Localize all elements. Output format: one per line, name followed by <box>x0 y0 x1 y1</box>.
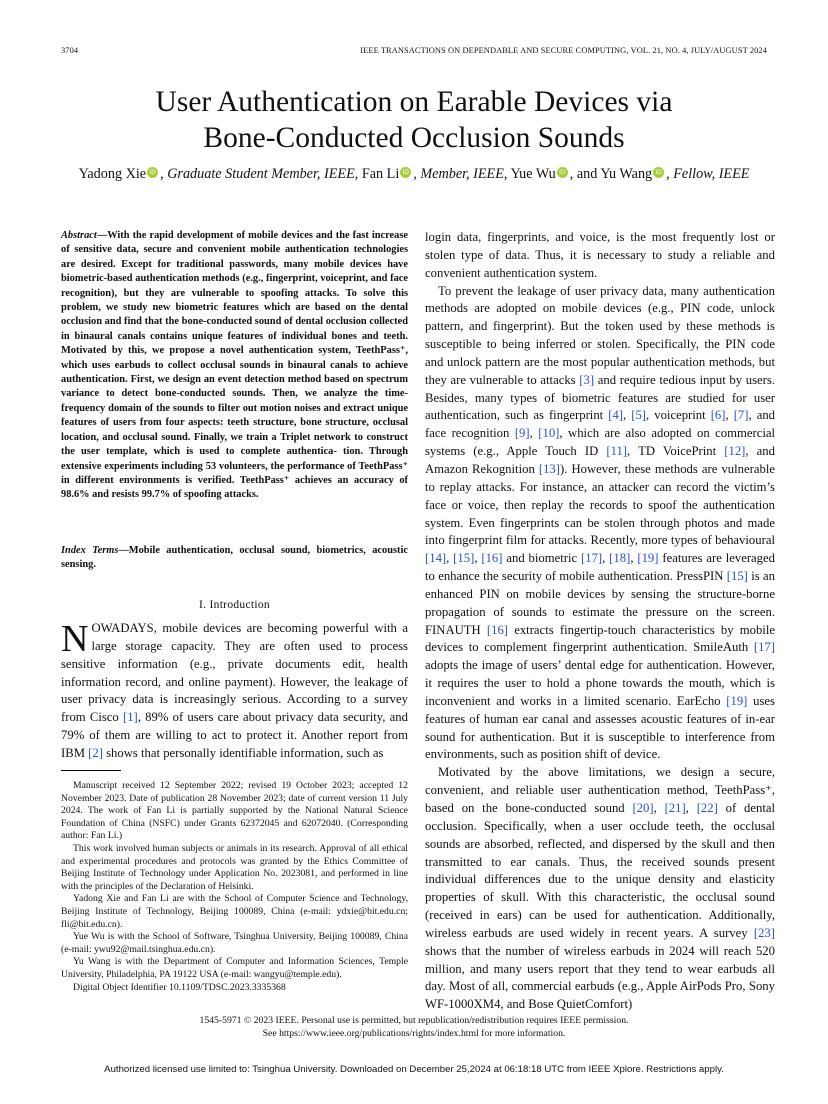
copyright-line-2: See https://www.ieee.org/publications/rights/index.html for more information. <box>262 1028 566 1039</box>
body-paragraph: Motivated by the above limitations, we design a secure, convenient, and reliable user authentication method, TeethPass⁺, based on the bone-conducted sound [20], [21], [22] of dental occlusion. Specifically, when a user occlude teeth, the occlusal sounds are absorbed, reflected, and dispersed by the skull and then transmitted to ear canals. Thus, the received sounds present individual differences due to the unique density and elasticity properties of skull. With this characteristic, the occlusal sound (received in ears) can be used for authentication. Additionally, wireless earbuds are used widely in recent years. A survey [23] shows that the number of wireless earbuds in 2024 will reach 520 million, and many users report that they tend to wear earbuds all day. Most of all, commercial earbuds (e.g., Apple AirPods Pro, Sony WF-1000XM4, and Bose QuietComfort) <box>425 765 776 1012</box>
author-name: Fan Li <box>361 166 400 182</box>
citation-link[interactable]: [11] <box>606 444 628 459</box>
orcid-icon[interactable]: iD <box>400 167 411 178</box>
footnote: This work involved human subjects or animals in its research. Approval of all ethical and experimental procedures and protocols was granted by the Ethics Committee of Beijing Institute of Technology under Application No. 2023081, and performed in line with the principles of the Declaration of Helsinki. <box>61 842 408 892</box>
intro-lead: OWADAYS <box>91 621 154 635</box>
citation-link[interactable]: [16] <box>481 551 503 566</box>
citation-link[interactable]: [2] <box>88 745 103 760</box>
author-list <box>40 166 788 183</box>
citation-link[interactable]: [18] <box>609 551 631 566</box>
footnote: Digital Object Identifier 10.1109/TDSC.2023.3335368 <box>73 981 286 993</box>
running-header: IEEE TRANSACTIONS ON DEPENDABLE AND SECURE COMPUTING, VOL. 21, NO. 4, JULY/AUGUST 2024 <box>360 46 767 55</box>
author-name: Yu Wang <box>600 166 653 182</box>
index-terms-text: —Mobile authentication, occlusal sound, biometrics, acoustic sensing. <box>61 545 408 571</box>
citation-link[interactable]: [23] <box>753 925 775 940</box>
citation-link[interactable]: [20] <box>632 801 654 815</box>
citation-link[interactable]: [10] <box>538 426 560 441</box>
abstract-label: Abstract <box>61 230 97 241</box>
citation-link[interactable]: [9] <box>514 426 530 441</box>
copyright-notice <box>40 1014 788 1040</box>
body-paragraph: To prevent the leakage of user privacy data, many authentication methods are adopted on mobile devices (e.g., PIN code, unlock pattern, and fingerprint). But the token used by these methods is susceptible to being inferred or stolen. Specifically, the PIN code and unlock pattern are the most popular authentication methods, but they are vulnerable to attacks [3] and require tedious input by users. Besides, many types of biometric features are studied for user authentication, such as fingerprint [4], [5], voiceprint [6], [7], and face recognition [9], [10], which are also adopted on commercial systems (e.g., Apple Touch ID [11], TD VoicePrint [12], and Amazon Rekognition [13]). However, these methods are vulnerable to replay attacks. For instance, an attacker can record the victim’s face or voice, then replay the records to spoof the authentication system. Even fingerprints can be stolen through photos and made into fingerprint film for attacks. Recently, more types of behavioural [14], [15], [16] and biometric [17], [18], [19] features are leveraged to enhance the security of mobile authentication. PressPIN [15] is an enhanced PIN on mobile devices by sensing the structure-borne propagation of sounds to estimate the pressure on the screen. FINAUTH [16] extracts fingertip-touch characteristics by mobile devices to complement fingerprint authentication. SmileAuth [17] adopts the image of users’ dental edge for authentication. However, it requires the user to hold a phone towards the mouth, which is inconvenient and works in a limited scenario. EarEcho [19] uses features of human ear canal and assesses acoustic features of in-ear sound for authentication. But it is susceptible to interference from environments, such as position shift of device. <box>425 283 776 762</box>
citation-link[interactable]: [5] <box>631 408 647 423</box>
right-column <box>425 229 775 1014</box>
index-terms <box>61 544 408 573</box>
intro-paragraph <box>61 620 408 763</box>
author-role: , Member, IEEE <box>413 166 504 182</box>
orcid-icon[interactable]: iD <box>147 167 158 178</box>
body-paragraph: login data, fingerprints, and voice, is the most frequently lost or stolen type of data. Thus, it is necessary to study a reliable and convenient authentication system. <box>425 230 775 280</box>
section-heading: I. Introduction <box>199 599 270 611</box>
citation-link[interactable]: [1] <box>122 710 138 725</box>
copyright-line-1: 1545-5971 © 2023 IEEE. Personal use is permitted, but republication/redistribution requires IEEE permission. <box>199 1015 629 1026</box>
author-connector: , and <box>569 166 601 182</box>
author-name: Yadong Xie <box>78 166 147 182</box>
author-role: , Graduate Student Member, IEEE <box>160 166 355 182</box>
citation-link[interactable]: [7] <box>733 408 749 423</box>
citation-link[interactable]: [12] <box>724 444 746 459</box>
title-line-1: User Authentication on Earable Devices via <box>155 86 673 118</box>
citation-link[interactable]: [21] <box>664 801 686 815</box>
footnote: Yu Wang is with the Department of Computer and Information Sciences, Temple University, Philadelphia, PA 19122 USA (e-mail: wangyu@temple.edu). <box>61 956 408 980</box>
title-line-2: Bone-Conducted Occlusion Sounds <box>203 122 625 154</box>
index-terms-label: Index Terms <box>61 545 119 556</box>
citation-link[interactable]: [6] <box>710 408 726 423</box>
citation-link[interactable]: [17] <box>753 640 775 655</box>
footnote: Manuscript received 12 September 2022; revised 19 October 2023; accepted 12 November 2023. Date of publication 28 November 2023; date of current version 11 July 2024. The work of Fan Li is partially supported by the National Natural Science Foundation of China (NSFC) under Grants 62372045 and 62072040. (Corresponding author: Fan Li.) <box>61 780 408 842</box>
citation-link[interactable]: [13] <box>538 461 560 476</box>
citation-link[interactable]: [15] <box>453 551 475 566</box>
citation-link[interactable]: [15] <box>726 569 748 584</box>
license-notice: Authorized licensed use limited to: Tsinghua University. Downloaded on December 25,2024 at 06:18:18 UTC from IEEE Xplore. Restrictions apply. <box>104 1064 724 1075</box>
intro-text: , mobile devices are becoming powerful with a large storage capacity. They are often used to process sensitive information (e.g., private documents edit, health information record, and online payment). However, the leakage of user privacy data is increasingly serious. According to a survey from Cisco [1], 89% of users care about privacy data security, and 79% of them are willing to act to protect it. Another report from IBM [2] shows that personally identifiable information, such as <box>61 621 408 760</box>
orcid-icon[interactable]: iD <box>653 167 664 178</box>
citation-link[interactable]: [17] <box>581 551 603 566</box>
footnote: Yadong Xie and Fan Li are with the School of Computer Science and Technology, Beijing Institute of Technology, Beijing 100089, China (e-mail: ydxie@bit.edu.cn; fli@bit.edu.cn). <box>61 893 408 930</box>
footnotes <box>61 780 408 994</box>
page-number: 3704 <box>61 46 79 55</box>
footnote-rule <box>61 770 121 771</box>
citation-link[interactable]: [19] <box>637 551 659 566</box>
citation-link[interactable]: [19] <box>726 693 748 708</box>
abstract-text: —With the rapid development of mobile devices and the fast increase of sensitive data, secure and convenient mobile authentication technologies are desired. Except for traditional passwords, many mobile devices have biometric-based authentication methods (e.g., fingerprint, voiceprint, and face recognition), but they are vulnerable to spoofing attacks. To solve this problem, we study new biometric features which are based on the dental occlusion and find that the bone-conducted sound of dental occlusion collected in binaural canals contains unique features of individual bones and teeth. Motivated by this, we propose a novel authentication system, TeethPass⁺, which uses earbuds to collect occlusal sounds in binaural canals to achieve authentication. First, we design an event detection method based on spectrum variance to detect bone-conducted sounds. Then, we analyze the time-frequency domain of the sounds to filter out motion noises and extract unique features of users from four aspects: teeth structure, bone structure, occlusal location, and occlusal sound. Finally, we train a Triplet network to construct the user template, which is used to complete authentica- tion. Through extensive experiments including 53 volunteers, the performance of TeethPass⁺ in different environments is verified. TeethPass⁺ achieves an accuracy of 98.6% and resists 99.7% of spoofing attacks. <box>61 230 408 501</box>
drop-cap: N <box>61 618 89 660</box>
abstract <box>61 229 408 503</box>
author-role: , Fellow, IEEE <box>666 166 750 182</box>
citation-link[interactable]: [4] <box>608 408 624 423</box>
author-connector: , <box>503 166 511 182</box>
citation-link[interactable]: [3] <box>579 372 595 387</box>
paper-title <box>40 84 788 156</box>
footnote: Yue Wu is with the School of Software, Tsinghua University, Beijing 100089, China (e-mail: ywu92@mail.tsinghua.edu.cn). <box>61 931 408 955</box>
author-connector: , <box>354 166 362 182</box>
citation-link[interactable]: [14] <box>425 551 447 566</box>
citation-link[interactable]: [22] <box>696 801 718 815</box>
orcid-icon[interactable]: iD <box>557 167 568 178</box>
author-name: Yue Wu <box>510 166 556 182</box>
citation-link[interactable]: [16] <box>486 622 509 637</box>
